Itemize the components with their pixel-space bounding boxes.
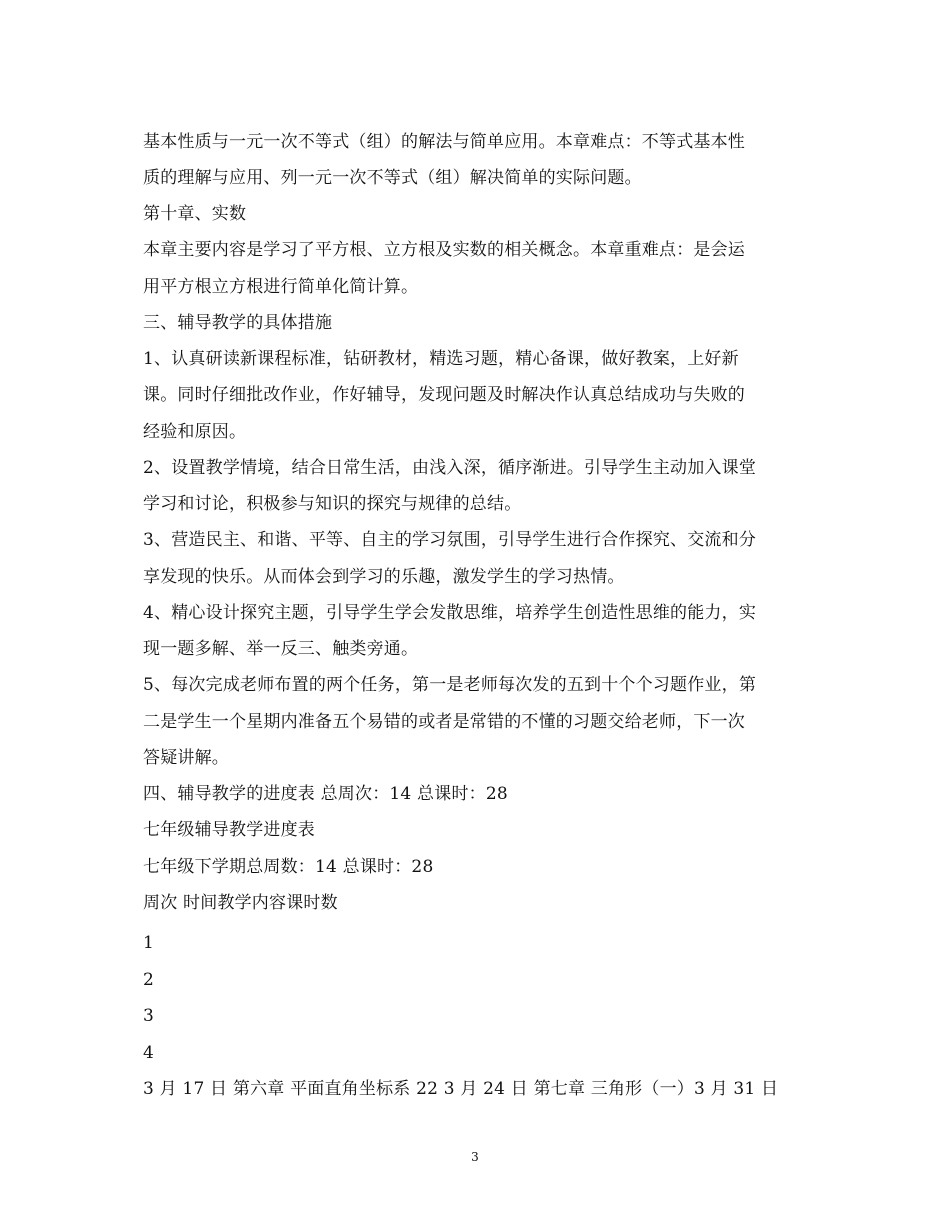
text-line: 经验和原因。 <box>143 422 247 442</box>
section-heading: 第十章、实数 <box>143 204 247 224</box>
week-number: 3 <box>143 1006 155 1026</box>
text-line: 质的理解与应用、列一元一次不等式（组）解决简单的实际问题。 <box>143 168 642 188</box>
text-line: 本章主要内容是学习了平方根、立方根及实数的相关概念。本章重难点：是会运 <box>143 240 745 260</box>
text-line: 享发现的快乐。从而体会到学习的乐趣，激发学生的学习热情。 <box>143 567 625 587</box>
week-number: 4 <box>143 1043 155 1063</box>
text-line: 答疑讲解。 <box>143 748 229 768</box>
list-item: 3、营造民主、和谐、平等、自主的学习氛围，引导学生进行合作探究、交流和分 <box>143 530 757 550</box>
week-number: 2 <box>143 970 155 990</box>
table-subtitle: 七年级下学期总周数：14 总课时：28 <box>143 857 434 877</box>
table-header: 周次 时间教学内容课时数 <box>143 893 338 913</box>
list-item: 4、精心设计探究主题，引导学生学会发散思维，培养学生创造性思维的能力，实 <box>143 603 757 623</box>
list-item: 1、认真研读新课程标准，钻研教材，精选习题，精心备课，做好教案，上好新 <box>143 349 739 369</box>
text-line: 课。同时仔细批改作业，作好辅导，发现问题及时解决作认真总结成功与失败的 <box>143 385 745 405</box>
week-number: 1 <box>143 933 155 953</box>
text-line: 二是学生一个星期内准备五个易错的或者是常错的不懂的习题交给老师，下一次 <box>143 712 745 732</box>
page-number: 3 <box>471 1150 479 1164</box>
list-item: 2、设置教学情境，结合日常生活，由浅入深，循序渐进。引导学生主动加入课堂 <box>143 458 757 478</box>
table-title: 七年级辅导教学进度表 <box>143 820 315 840</box>
text-line: 基本性质与一元一次不等式（组）的解法与简单应用。本章难点：不等式基本性 <box>143 132 745 152</box>
section-heading: 三、辅导教学的具体措施 <box>143 313 333 333</box>
text-line: 用平方根立方根进行简单化简计算。 <box>143 277 419 297</box>
list-item: 5、每次完成老师布置的两个任务，第一是老师每次发的五到十个个习题作业，第 <box>143 675 757 695</box>
schedule-row: 3 月 17 日 第六章 平面直角坐标系 22 3 月 24 日 第七章 三角形（一）3 月 31 日 <box>143 1079 779 1099</box>
text-line: 学习和讨论，积极参与知识的探究与规律的总结。 <box>143 494 522 514</box>
section-heading: 四、辅导教学的进度表 总周次：14 总课时：28 <box>143 784 508 804</box>
text-line: 现一题多解、举一反三、触类旁通。 <box>143 639 419 659</box>
